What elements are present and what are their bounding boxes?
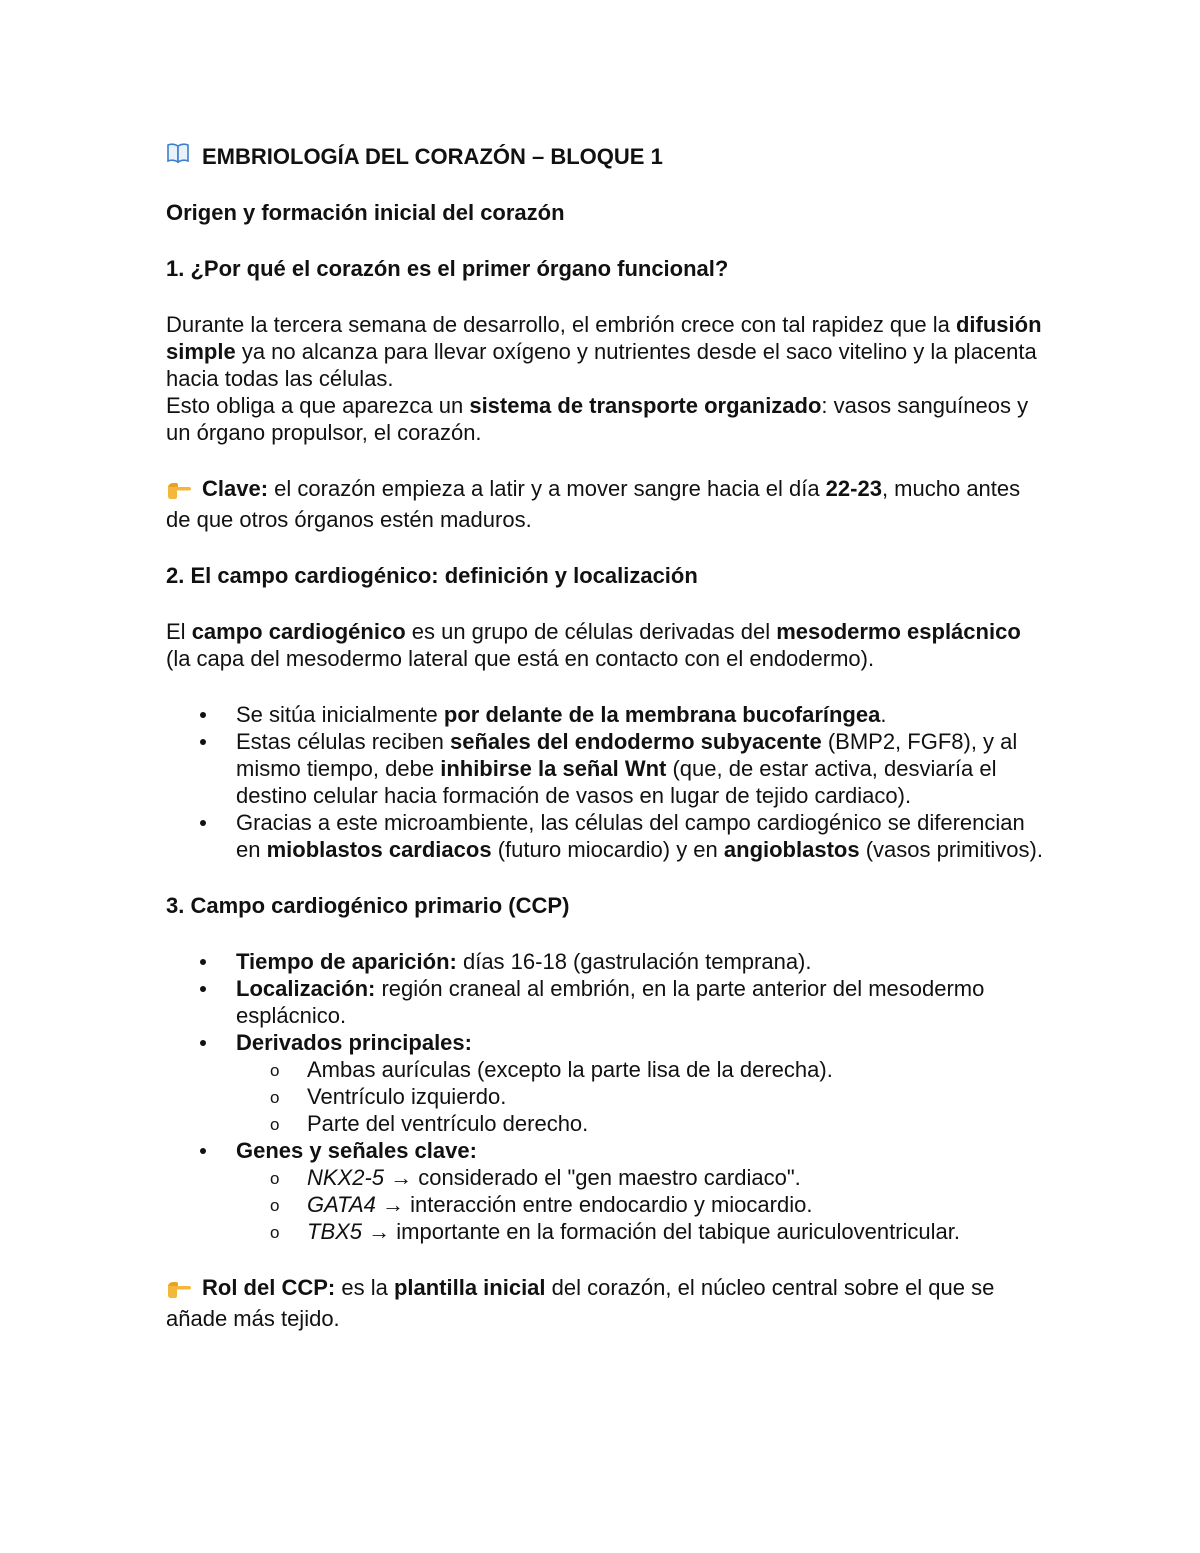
heading-2: 2. El campo cardiogénico: definición y localización [166,563,698,588]
heading-1: 1. ¿Por qué el corazón es el primer órgano funcional? [166,256,729,281]
key-note: Clave: el corazón empieza a latir y a mover sangre hacia el día 22-23, mucho antes de que otros órganos estén maduros. [166,476,1021,532]
open-book-icon [166,142,194,170]
list-item: Genes y señales clave: o NKX2-5 → considerado el "gen maestro cardiaco". o GATA4 → interacción entre endocardio y miocardio. o TBX5 → importante en la formación del tabique auriculoventricular. [166,1137,1046,1245]
role-note: Rol del CCP: es la plantilla inicial del corazón, el núcleo central sobre el que se añade más tejido. [166,1275,995,1331]
document-title [166,142,1046,170]
heading-3: 3. Campo cardiogénico primario (CCP) [166,893,570,918]
sub-list-item: o TBX5 → importante en la formación del tabique auriculoventricular. [236,1218,1046,1245]
list-item: Localización: región craneal al embrión, en la parte anterior del mesodermo esplácnico. [166,975,1046,1029]
title-text: EMBRIOLOGÍA DEL CORAZÓN – BLOQUE 1 [202,143,663,169]
sub-list-item: o Parte del ventrículo derecho. [236,1110,1046,1137]
sub-list-derivatives [236,1056,1046,1137]
list-item: Se sitúa inicialmente por delante de la membrana bucofaríngea. [166,701,1046,728]
paragraph-3: El campo cardiogénico es un grupo de células derivadas del mesodermo esplácnico (la capa del mesodermo lateral que está en contacto con el endodermo). [166,619,1021,671]
bullet-list-1 [166,701,1046,863]
sub-list-item: o NKX2-5 → considerado el "gen maestro cardiaco". [236,1164,1046,1191]
document-content [166,142,1046,1332]
pointing-hand-icon [166,1277,194,1305]
bullet-list-2 [166,948,1046,1245]
pointing-hand-icon [166,478,194,506]
sub-list-item: o Ventrículo izquierdo. [236,1083,1046,1110]
sub-list-item: o GATA4 → interacción entre endocardio y miocardio. [236,1191,1046,1218]
list-item: Tiempo de aparición: días 16-18 (gastrulación temprana). [166,948,1046,975]
list-item: Derivados principales: o Ambas aurículas (excepto la parte lisa de la derecha). o Ventrículo izquierdo. o Parte del ventrículo derecho. [166,1029,1046,1137]
list-item: Estas células reciben señales del endodermo subyacente (BMP2, FGF8), y al mismo tiempo, debe inhibirse la señal Wnt (que, de estar activa, desviaría el destino celular hacia formación de vasos en lugar de tejido cardiaco). [166,728,1046,809]
sub-list-genes [236,1164,1046,1245]
list-item: Gracias a este microambiente, las células del campo cardiogénico se diferencian en mioblastos cardiacos (futuro miocardio) y en angioblastos (vasos primitivos). [166,809,1046,863]
paragraph-1: Durante la tercera semana de desarrollo, el embrión crece con tal rapidez que la difusión simple ya no alcanza para llevar oxígeno y nutrientes desde el saco vitelino y la placenta hacia todas las células. [166,312,1042,391]
section-title: Origen y formación inicial del corazón [166,200,565,225]
paragraph-2: Esto obliga a que aparezca un sistema de transporte organizado: vasos sanguíneos y un órgano propulsor, el corazón. [166,393,1029,445]
sub-list-item: o Ambas aurículas (excepto la parte lisa de la derecha). [236,1056,1046,1083]
